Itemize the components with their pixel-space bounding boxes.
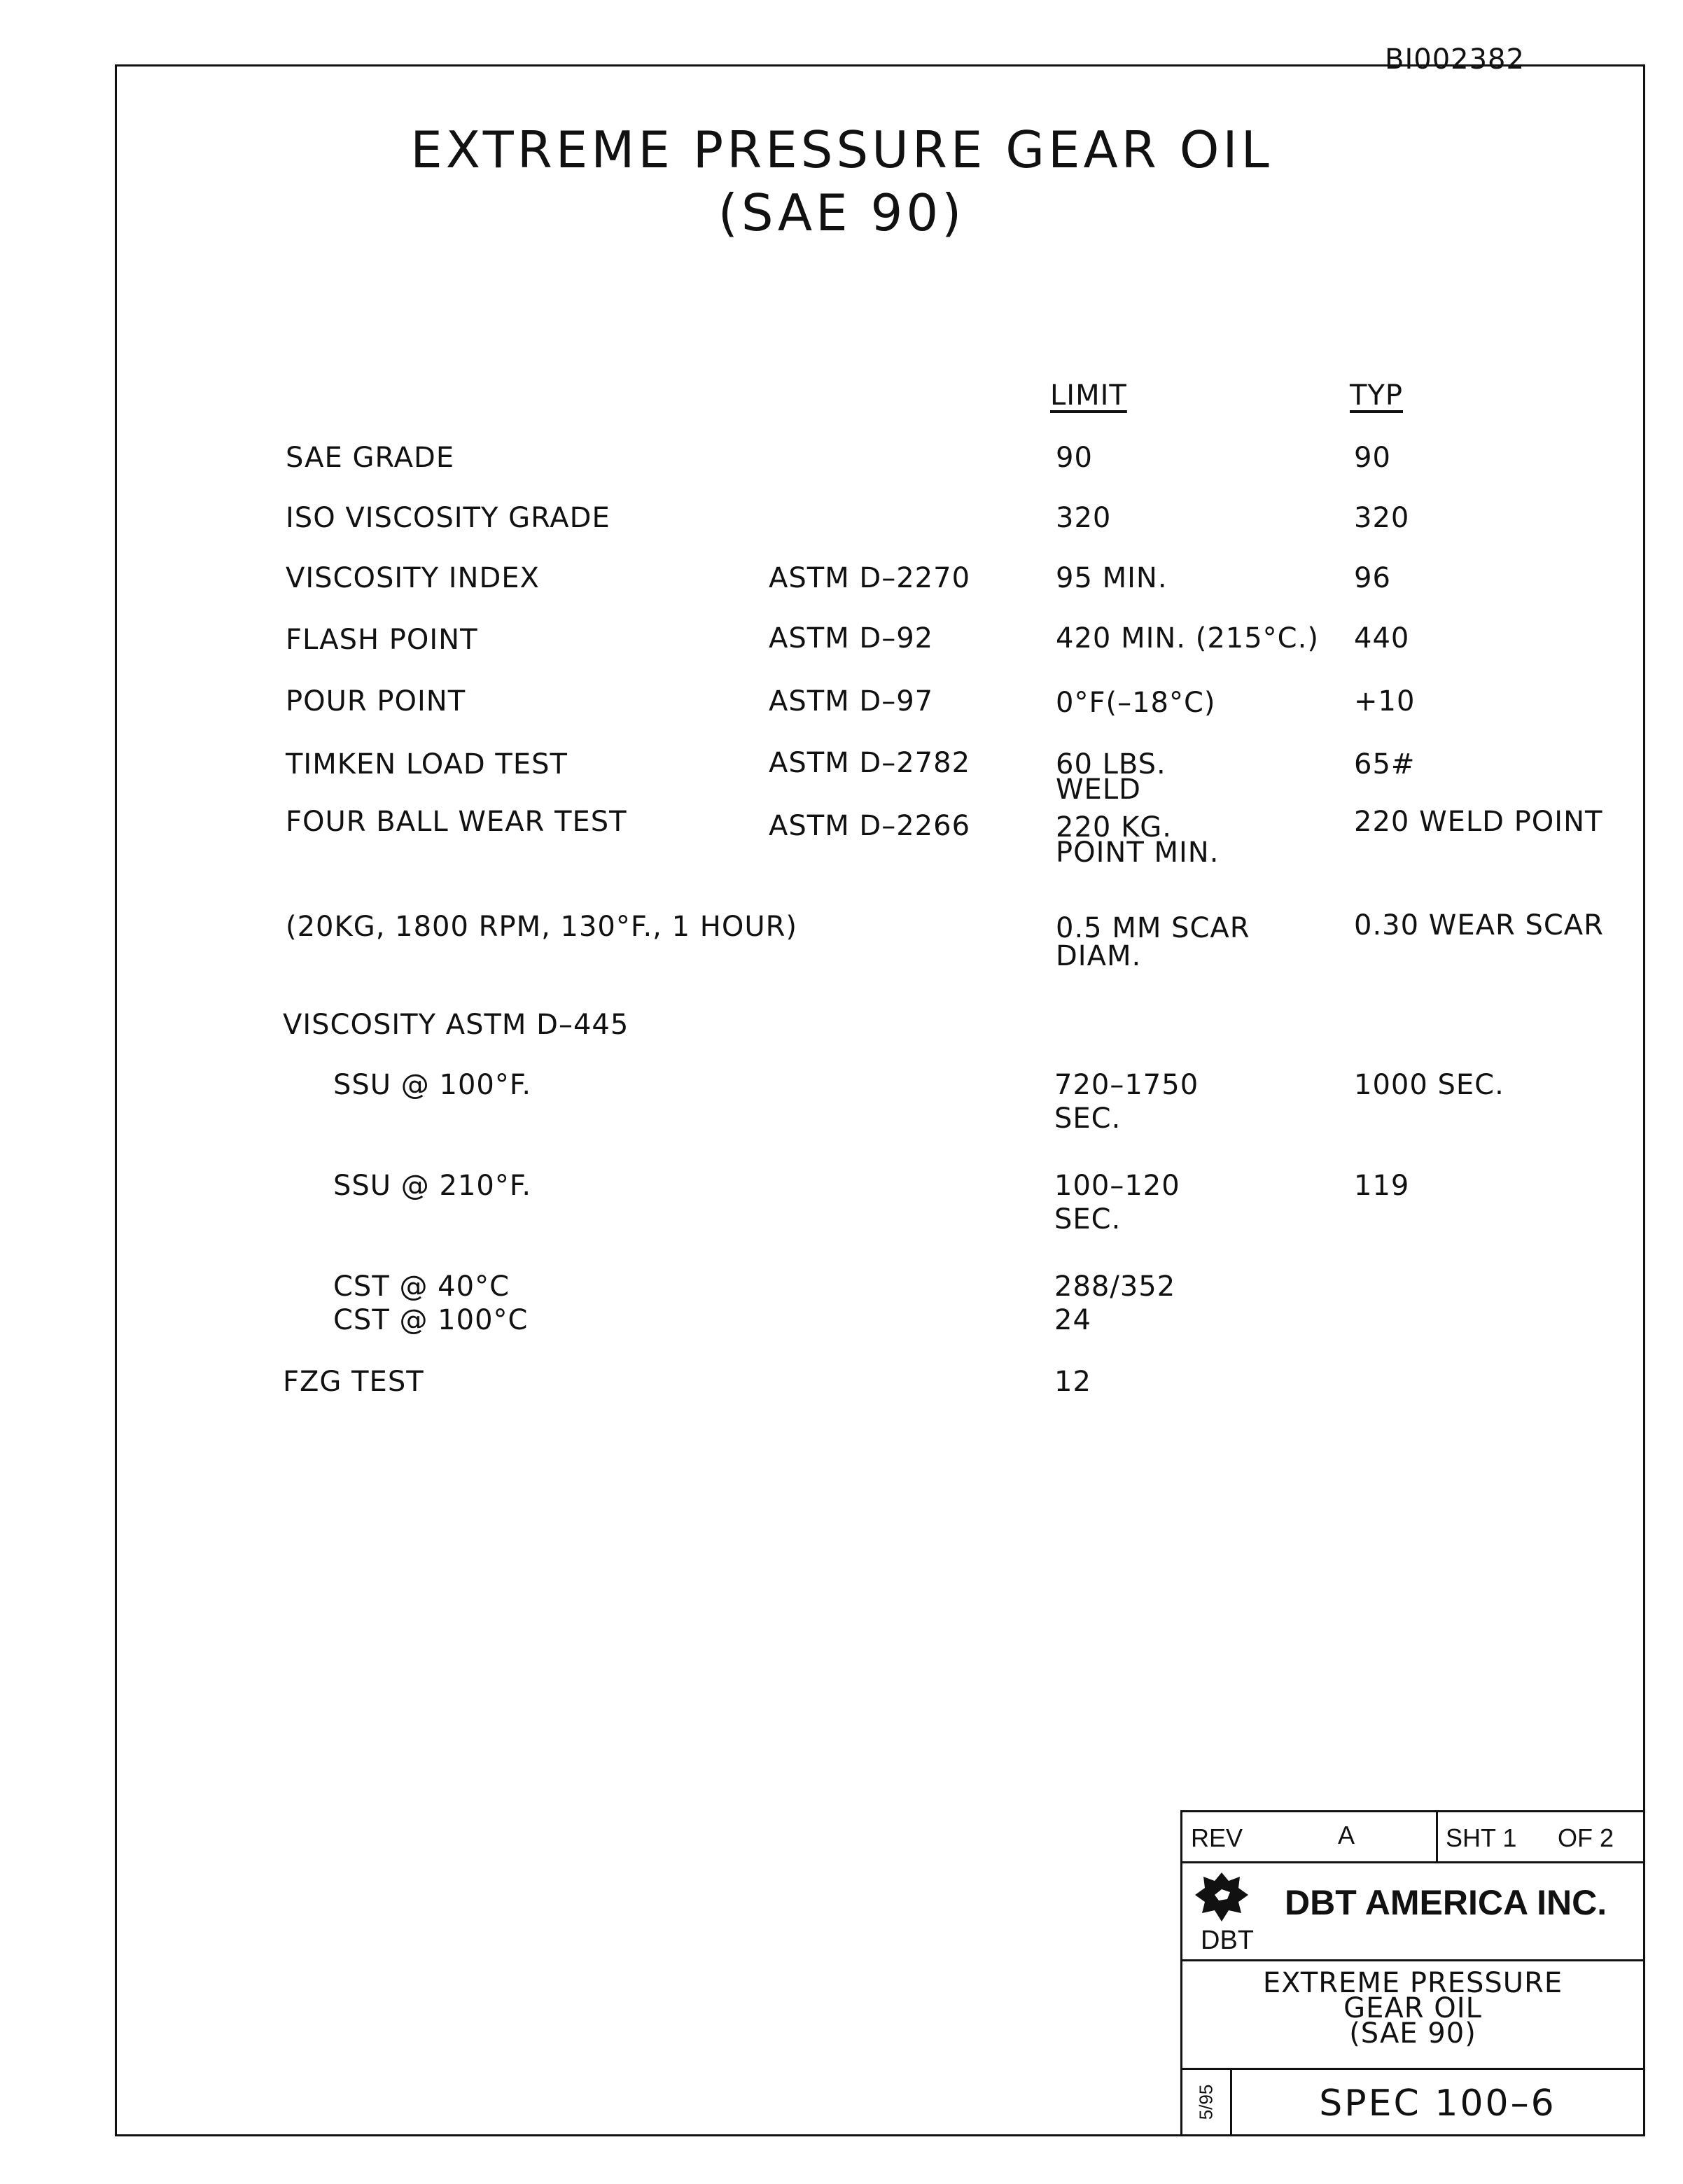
- spec-property: FZG TEST: [283, 1366, 424, 1398]
- rev-label: REV: [1191, 1823, 1243, 1852]
- spec-method: ASTM D–2266: [769, 810, 971, 842]
- spec-method: ASTM D–2270: [769, 562, 971, 594]
- spec-property: POUR POINT: [286, 685, 466, 718]
- document-title-line2: (SAE 90): [718, 183, 965, 242]
- spec-limit: 0.5 MM SCAR: [1056, 912, 1250, 944]
- spec-property: FOUR BALL WEAR TEST: [286, 806, 627, 838]
- spec-typ: 440: [1354, 622, 1410, 654]
- rev-divider: [1436, 1812, 1438, 1861]
- spec-number: SPEC 100–6: [1319, 2082, 1556, 2124]
- spec-limit: 24: [1054, 1304, 1091, 1336]
- spec-typ: 220 WELD POINT: [1354, 806, 1603, 838]
- document-title-line1: EXTREME PRESSURE GEAR OIL: [410, 120, 1273, 179]
- spec-property: CST @ 100°C: [333, 1304, 529, 1336]
- sheet-number: SHT 1: [1446, 1823, 1517, 1852]
- spec-typ: +10: [1354, 685, 1416, 718]
- description-line2: GEAR OIL: [1343, 1992, 1482, 2024]
- spec-limit-line2: SEC.: [1054, 1102, 1122, 1135]
- spec-typ: 1000 SEC.: [1354, 1069, 1504, 1101]
- spec-typ: 90: [1354, 442, 1391, 474]
- spec-limit-line2: SEC.: [1054, 1203, 1122, 1236]
- spec-typ: 96: [1354, 562, 1391, 594]
- spec-typ: 0.30 WEAR SCAR: [1354, 909, 1604, 941]
- spec-limit: 95 MIN.: [1056, 562, 1168, 594]
- bates-number: BI002382: [1385, 43, 1525, 76]
- spec-limit: 90: [1056, 442, 1093, 474]
- spec-property: ISO VISCOSITY GRADE: [286, 502, 610, 534]
- spec-limit: 12: [1054, 1366, 1091, 1398]
- spec-limit: 0°F(–18°C): [1056, 687, 1216, 719]
- spec-property: VISCOSITY INDEX: [286, 562, 540, 594]
- spec-property: TIMKEN LOAD TEST: [286, 748, 568, 780]
- spec-limit: 720–1750: [1054, 1069, 1199, 1101]
- company-name: DBT AMERICA INC.: [1285, 1883, 1607, 1922]
- sheet-total: OF 2: [1558, 1823, 1614, 1852]
- revision-date: 5/95: [1195, 2084, 1217, 2120]
- spec-limit-line2: WELD: [1056, 774, 1141, 806]
- spec-typ: 320: [1354, 502, 1410, 534]
- spec-typ: 65#: [1354, 748, 1416, 780]
- column-header-limit: LIMIT: [1050, 379, 1127, 412]
- column-header-typ: TYP: [1350, 379, 1403, 412]
- spec-limit: 420 MIN. (215°C.): [1056, 622, 1319, 654]
- description-line3: (SAE 90): [1349, 2017, 1476, 2050]
- spec-section-heading: VISCOSITY ASTM D–445: [283, 1009, 629, 1041]
- spec-limit-line2: DIAM.: [1056, 940, 1142, 972]
- spec-limit: 320: [1056, 502, 1112, 534]
- spec-limit: 220 KG.: [1056, 811, 1173, 844]
- title-block-rev-row: [1182, 1812, 1643, 1863]
- dbt-logo-icon: [1194, 1871, 1250, 1924]
- spec-method: ASTM D–97: [769, 685, 934, 718]
- title-block-description: [1182, 1961, 1643, 2070]
- spec-limit: 100–120: [1054, 1170, 1180, 1202]
- spec-property: FLASH POINT: [286, 624, 478, 656]
- spec-limit: 288/352: [1054, 1270, 1176, 1303]
- spec-property: SSU @ 210°F.: [333, 1170, 532, 1202]
- rev-value: A: [1338, 1821, 1355, 1849]
- logo-text: DBT: [1201, 1926, 1254, 1955]
- spec-typ: 119: [1354, 1170, 1410, 1202]
- spec-method: ASTM D–2782: [769, 747, 971, 779]
- spec-property: SAE GRADE: [286, 442, 455, 474]
- spec-property: CST @ 40°C: [333, 1270, 510, 1303]
- title-block: [1180, 1810, 1645, 2136]
- title-block-spec-row: [1182, 2070, 1643, 2134]
- spec-limit: 60 LBS.: [1056, 748, 1166, 780]
- spec-limit-line2: POINT MIN.: [1056, 836, 1220, 869]
- spec-method: ASTM D–92: [769, 622, 934, 654]
- title-block-company-row: [1182, 1861, 1643, 1961]
- description-line1: EXTREME PRESSURE: [1262, 1967, 1563, 1999]
- spec-property: SSU @ 100°F.: [333, 1069, 532, 1101]
- spec-property: (20KG, 1800 RPM, 130°F., 1 HOUR): [286, 911, 798, 943]
